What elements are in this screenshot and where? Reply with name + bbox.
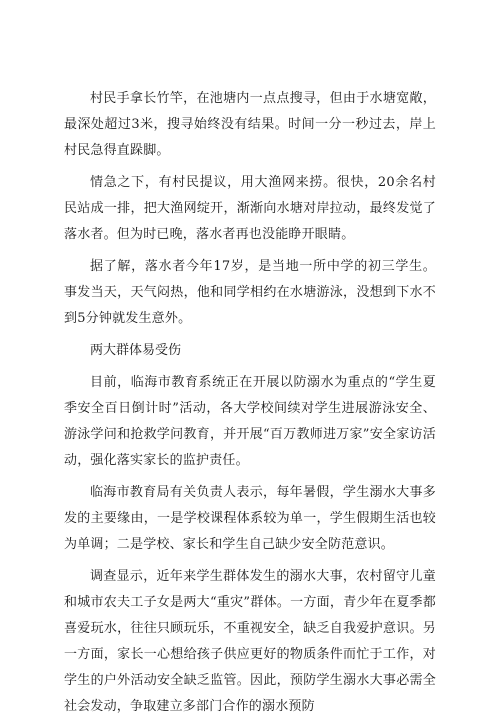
paragraph-fishing-net: 情急之下，有村民提议，用大渔网来捞。很快，20余名村民站成一排，把大渔网绽开，渐渐向水塘对岸拉动，最终发觉了落水者。但为时已晚，落水者再也没能睁开眼睛。 xyxy=(64,175,436,242)
paragraph-education-campaign: 目前，临海市教育系统正在开展以防溺水为重点的“学生夏季安全百日倒计时”活动，各大学校间续对学生进展游泳安全、游泳学问和抢救学问教育，并开展“百万教师进万家”安全家访活动，强化落实家长的监护责任。 xyxy=(64,375,436,468)
paragraph-search: 村民手拿长竹竿，在池塘内一点点搜寻，但由于水塘宽敞，最深处超过3米，搜寻始终没有结果。时间一分一秒过去，岸上村民急得直跺脚。 xyxy=(64,91,436,158)
paragraph-survey: 调查显示，近年来学生群体发生的溺水大事，农村留守儿童和城市农夫工子女是两大“重灾”群体。一方面，青少年在夏季都喜爱玩水，往往只顾玩乐，不重视安全，缺乏自我爱护意识。另一方面，家长一心想给孩子供应更好的物质条件而忙于工作，对学生的户外活动安全缺乏监管。因此，预防学生溺水大事必需全社会发动，争取建立多部门合作的溺水预防 xyxy=(64,569,436,714)
paragraph-official-statement: 临海市教育局有关负责人表示，每年暑假，学生溺水大事多发的主要缘由，一是学校课程体系较为单一，学生假期生活也较为单调；二是学校、家长和学生自己缺少安全防范意识。 xyxy=(64,485,436,552)
document-body xyxy=(64,86,436,726)
section-heading: 两大群体易受伤 xyxy=(90,343,182,358)
paragraph-victim-info: 据了解，落水者今年17岁，是当地一所中学的初三学生。事发当天，天气闷热，他和同学相约在水塘游泳，没想到下水不到5分钟就发生意外。 xyxy=(64,259,436,326)
